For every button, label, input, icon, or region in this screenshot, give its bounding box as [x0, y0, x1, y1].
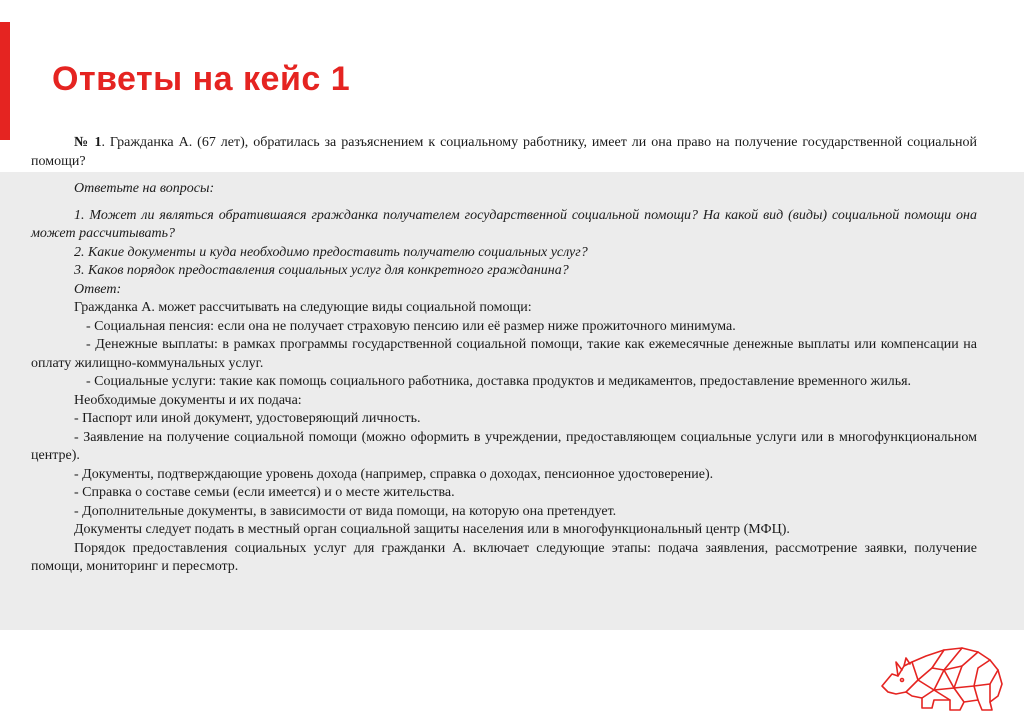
question-3: 3. Каков порядок предоставления социальных услуг для конкретного гражданина?	[74, 263, 569, 278]
case-number: № 1	[74, 135, 102, 150]
answer-intro: Гражданка А. может рассчитывать на следующие виды социальной помощи:	[74, 300, 532, 315]
case-description	[31, 134, 977, 171]
slide-title: Ответы на кейс 1	[52, 60, 351, 98]
case-paragraph	[31, 134, 977, 171]
rhino-logo-icon	[878, 640, 1010, 714]
doc-item-income: - Документы, подтверждающие уровень дохода (например, справка о доходах, пенсионное удостоверение).	[74, 466, 714, 482]
procedure-info: Порядок предоставления социальных услуг для гражданки А. включает следующие этапы: подача заявления, рассмотрение заявки, получение помощи, мониторинг и пересмотр.	[31, 540, 977, 574]
question-1: 1. Может ли являться обратившаяся гражданка получателем государственной социальной помощи? На какой вид (виды) социальной помощи она может рассчитывать?	[31, 207, 977, 241]
case-text: . Гражданка А. (67 лет), обратилась за разъяснением к социальному работнику, имеет ли она право на получение государственной социальной помощи?	[31, 135, 977, 169]
doc-item-passport: - Паспорт или иной документ, удостоверяющий личность.	[74, 411, 421, 426]
answer-label: Ответ:	[74, 281, 122, 297]
accent-bar	[0, 22, 10, 140]
aid-type-pension: - Социальная пенсия: если она не получает страховую пенсию или её размер ниже прожиточного минимума.	[86, 318, 736, 334]
aid-type-payments: - Денежные выплаты: в рамках программы государственной социальной помощи, такие как ежемесячные денежные выплаты или компенсации на оплату жилищно-коммунальных услуг.	[31, 337, 977, 371]
doc-item-application: - Заявление на получение социальной помощи (можно оформить в учреждении, предоставляющем социальные услуги или в многофункциональном центре).	[31, 429, 977, 463]
questions-heading: Ответьте на вопросы:	[74, 181, 215, 196]
docs-heading: Необходимые документы и их подача:	[74, 392, 302, 408]
answer-content	[31, 180, 977, 577]
question-2: 2. Какие документы и куда необходимо предоставить получателю социальных услуг?	[74, 244, 588, 260]
doc-item-family: - Справка о составе семьи (если имеется) и о месте жительства.	[74, 485, 455, 500]
submission-info: Документы следует подать в местный орган социальной защиты населения или в многофункциональный центр (МФЦ).	[74, 522, 790, 537]
aid-type-services: - Социальные услуги: такие как помощь социального работника, доставка продуктов и медикаментов, предоставление временного жилья.	[86, 374, 912, 389]
doc-item-additional: - Дополнительные документы, в зависимости от вида помощи, на которую она претендует.	[74, 503, 617, 519]
